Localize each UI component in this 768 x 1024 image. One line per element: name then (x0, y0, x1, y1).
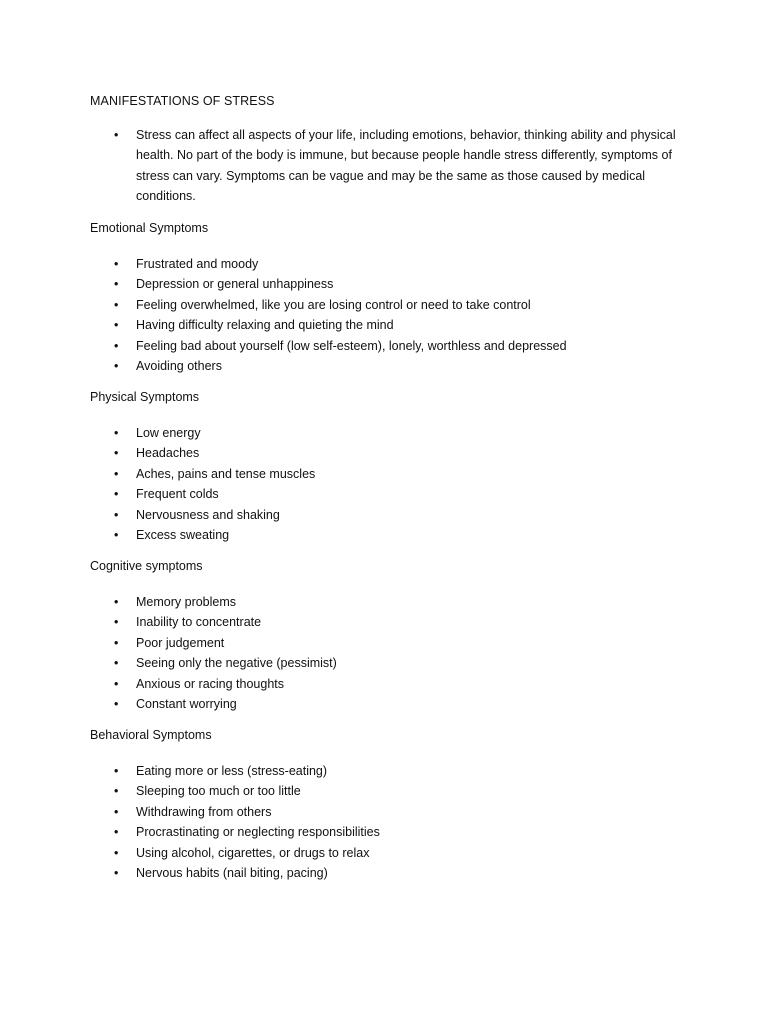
bullet-icon: • (114, 338, 119, 353)
section-heading: Cognitive symptoms (90, 559, 203, 573)
bullet-icon: • (114, 615, 119, 630)
intro-text: Stress can affect all aspects of your life, including emotions, behavior, thinking ability and physical health. No part of the body is immune, but because people handle stress differently, symptoms of stress can vary. Symptoms can be vague and may be the same as those caused by medical conditions. (136, 128, 676, 203)
bullet-icon: • (114, 358, 119, 373)
bullet-icon: • (114, 764, 119, 778)
bullet-icon: • (114, 487, 119, 502)
bullet-icon: • (114, 527, 119, 542)
bullet-icon: • (114, 635, 119, 650)
bullet-icon: • (114, 595, 119, 609)
bullet-icon: • (114, 318, 119, 333)
bullet-icon: • (114, 507, 119, 522)
section-heading: Behavioral Symptoms (90, 728, 212, 742)
document-title: MANIFESTATIONS OF STRESS (90, 94, 275, 108)
bullet-icon: • (114, 784, 119, 799)
document-page: MANIFESTATIONS OF STRESS • Stress can affect all aspects of your life, including emotions, behavior, thinking ability and physical health. No part of the body is immune, but because people handle stress differently, symptoms of stress can vary. Symptoms can be vague and may be the same as those caused by medical conditions. Emotional Symptoms • Frustrated and moody • Depression or general unhappiness • Feeling overwhelmed, like you are losing control or need to take control • Having difficulty relaxing and quieting the mind • Feeling bad about yourself (low self-esteem), lonely, worthless and depressed • Avoiding others Physical Symptoms • Low energy • Headaches • Aches, pains and tense muscles • Frequent colds • Nervousness and shaking • Excess sweating Cognitive symptoms • Memory problems • Inability to concentrate • Poor judgement • Seeing only the negative (pessimist) • Anxious or racing thoughts • Constant worrying Behavioral Symptoms • Eating more or less (stress-eating) • Sleeping too much or too little • Withdrawing from others • Procrastinating or neglecting responsibilities • Using alcohol, cigarettes, or drugs to relax • Nervous habits (nail biting, pacing) (0, 0, 768, 1024)
bullet-icon: • (114, 696, 119, 711)
bullet-icon: • (114, 128, 119, 142)
section-heading: Physical Symptoms (90, 390, 200, 404)
bullet-icon: • (114, 865, 119, 880)
bullet-icon: • (114, 297, 119, 312)
bullet-icon: • (114, 257, 119, 271)
bullet-icon: • (114, 466, 119, 481)
bullet-icon: • (114, 845, 119, 860)
bullet-icon: • (114, 277, 119, 292)
bullet-icon: • (114, 446, 119, 461)
section-heading: Emotional Symptoms (90, 221, 209, 235)
bullet-icon: • (114, 656, 119, 671)
bullet-icon: • (114, 426, 119, 440)
bullet-icon: • (114, 825, 119, 840)
bullet-icon: • (114, 676, 119, 691)
bullet-icon: • (114, 804, 119, 819)
